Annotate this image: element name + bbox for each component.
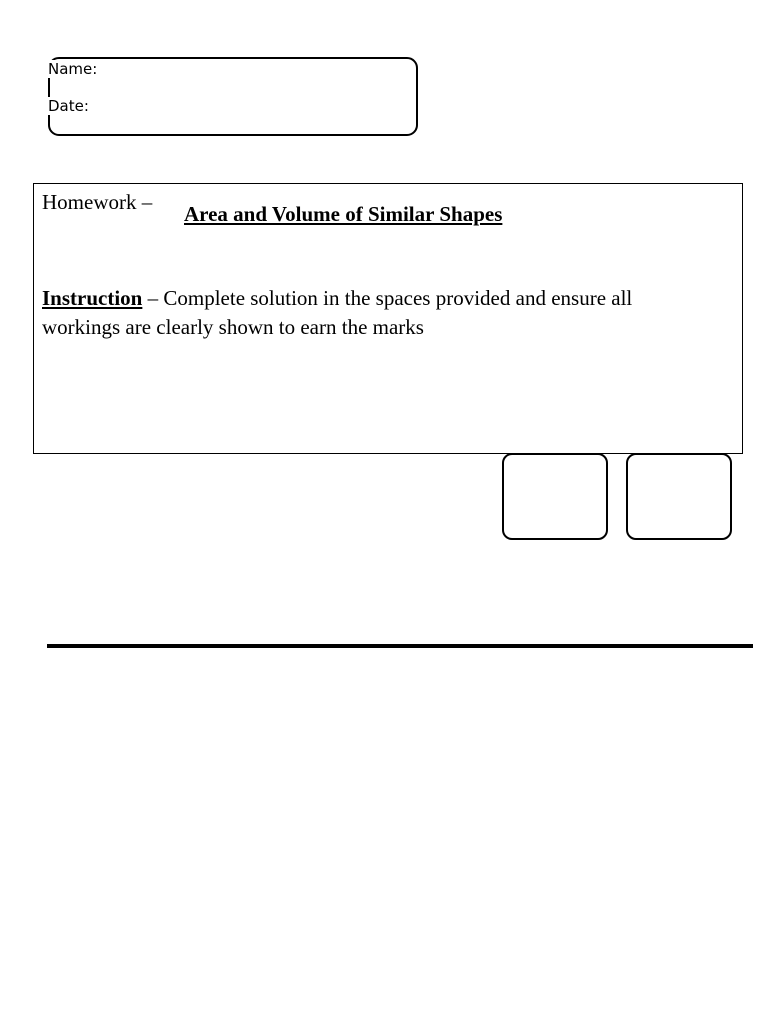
instruction-label: Instruction <box>42 286 143 310</box>
date-label: Date: <box>48 97 89 115</box>
homework-title: Area and Volume of Similar Shapes <box>184 202 503 226</box>
instruction-paragraph <box>42 284 702 342</box>
mark-box-1 <box>502 453 608 540</box>
instruction-text: – Complete solution in the spaces provided and ensure all workings are clearly shown to earn the marks <box>42 286 633 339</box>
homework-prefix: Homework – <box>42 190 153 214</box>
separator-line <box>47 644 753 648</box>
name-label: Name: <box>48 60 98 78</box>
student-info-box <box>48 57 418 136</box>
homework-box <box>33 183 743 454</box>
mark-box-2 <box>626 453 732 540</box>
